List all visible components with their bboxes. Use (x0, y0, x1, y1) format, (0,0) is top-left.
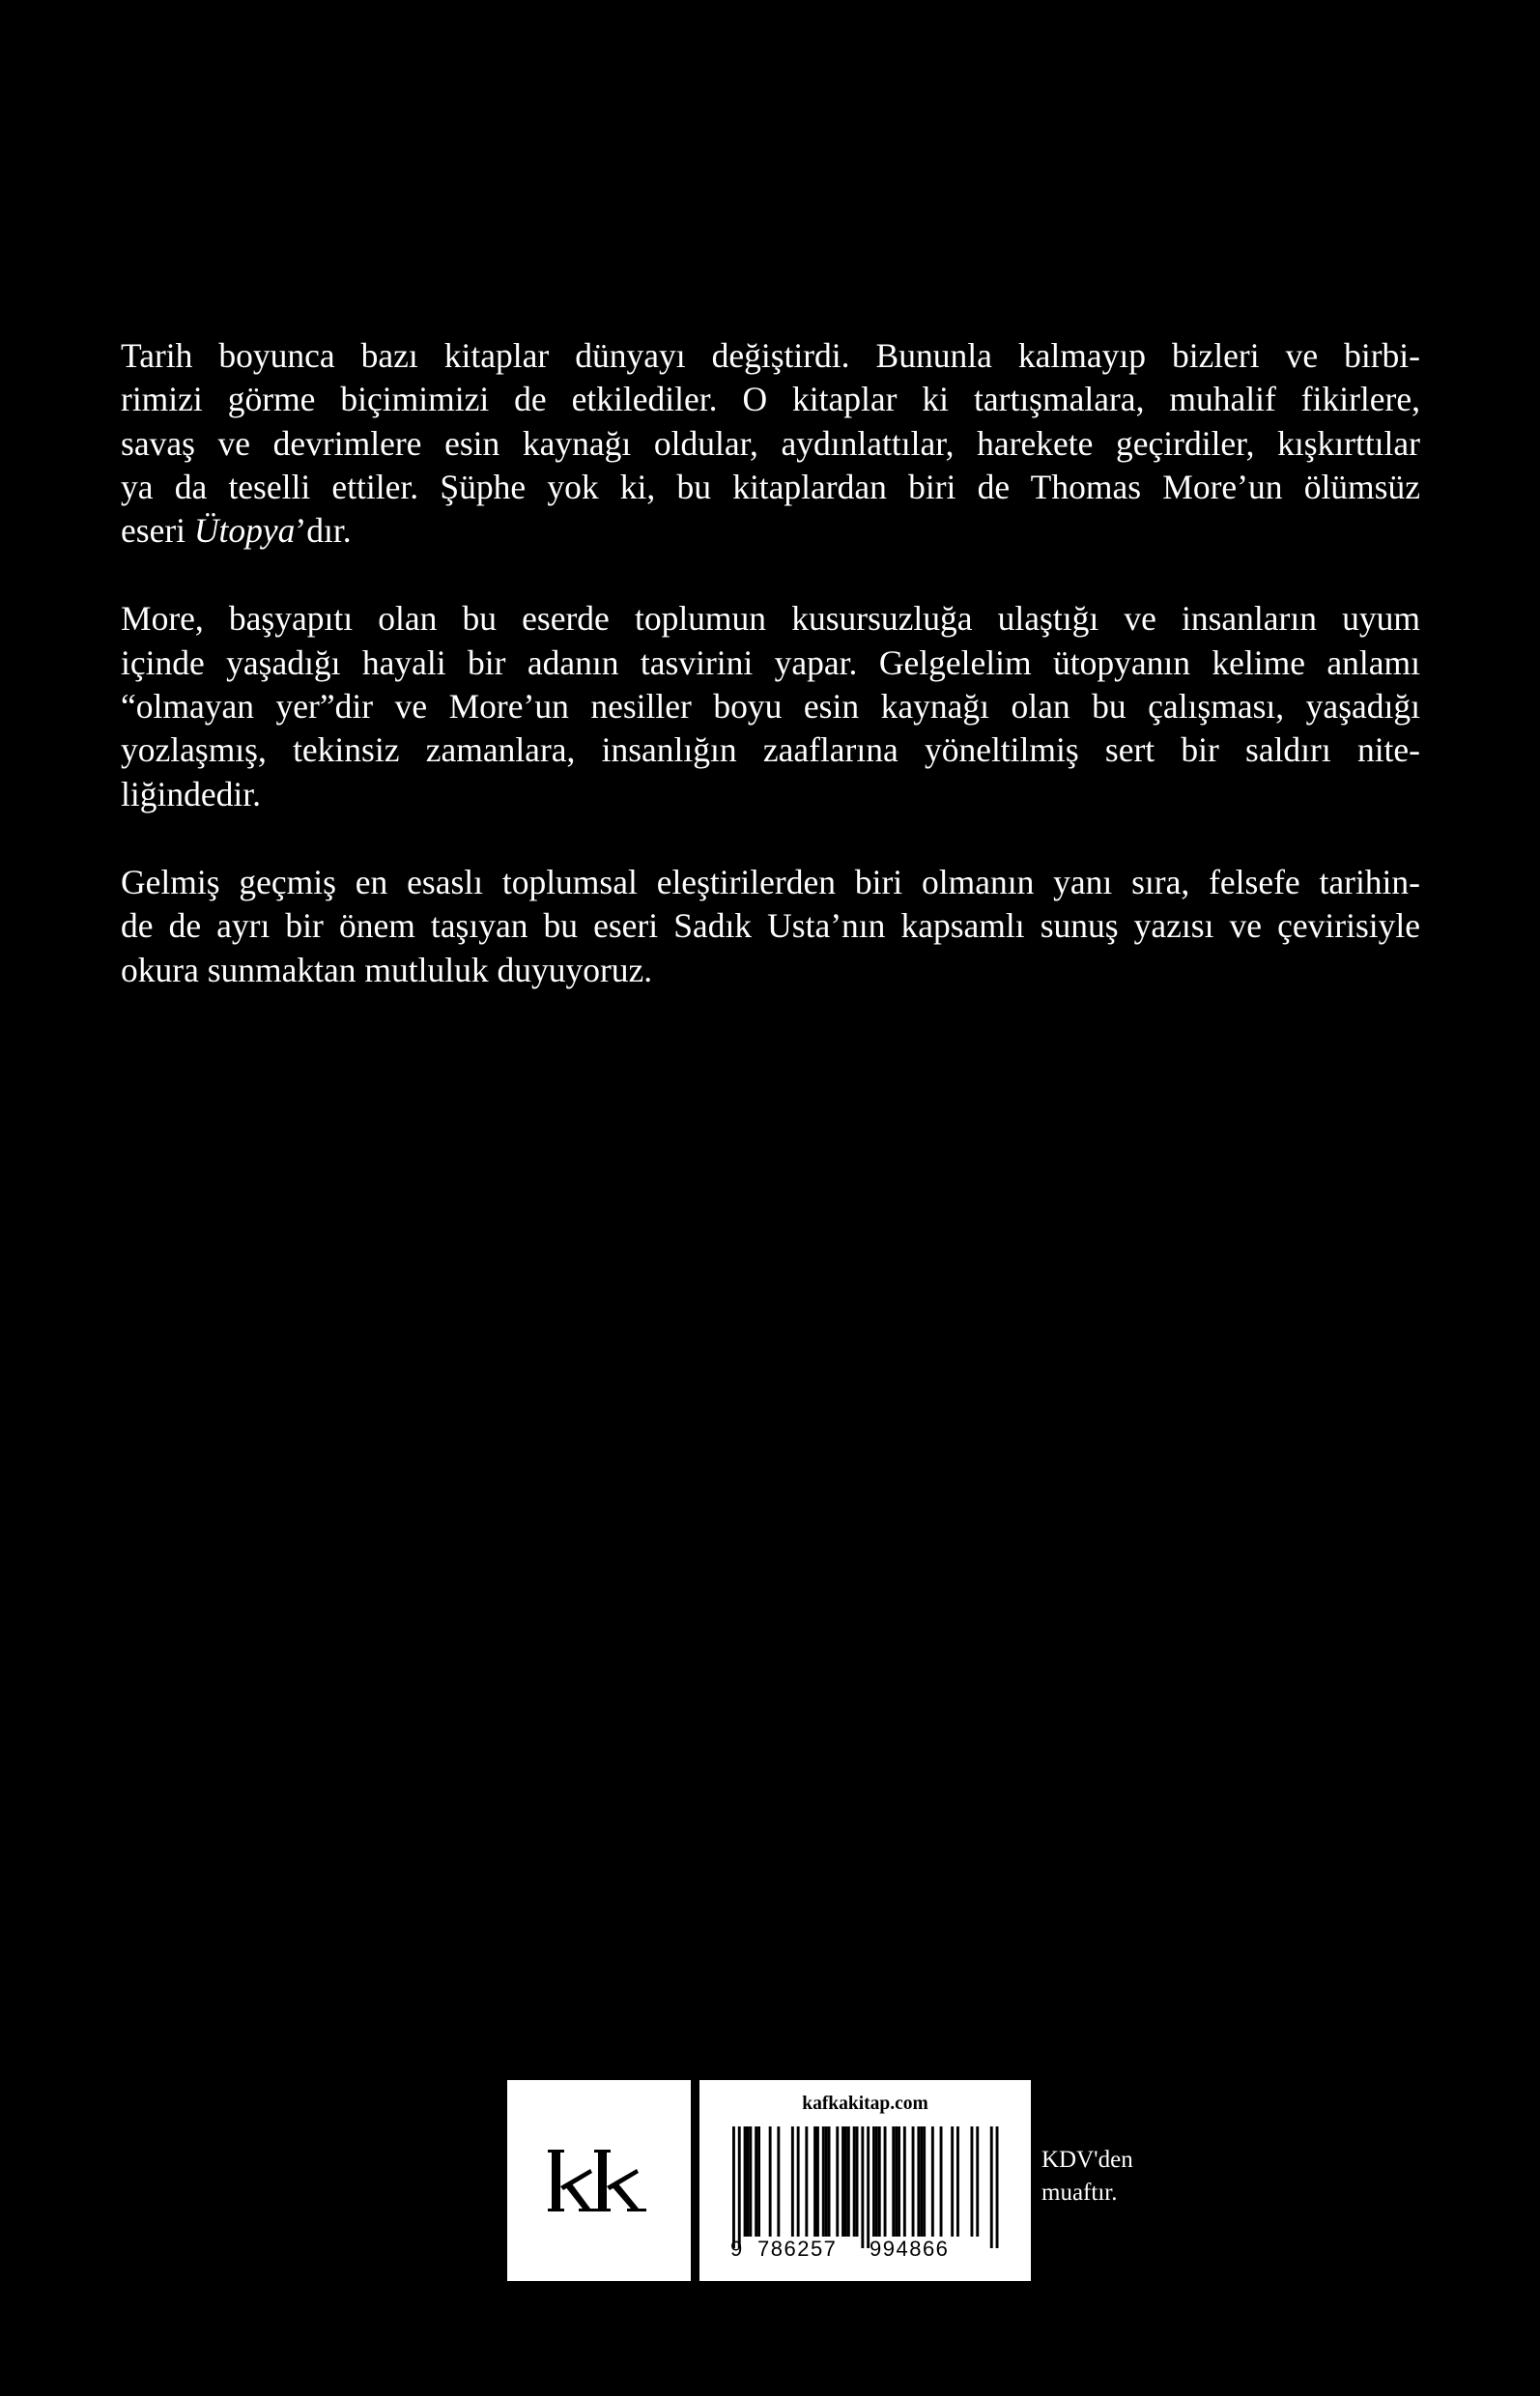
barcode-bar (875, 2126, 878, 2237)
vat-note-line: KDV'den (1041, 2147, 1133, 2173)
barcode-bar (757, 2126, 760, 2237)
barcode-bar (951, 2126, 954, 2237)
blurb-line: ya da teselli ettiler. Şüphe yok ki, bu kitaplardan biri de Thomas More’un ölümsüz (121, 467, 1420, 506)
barcode-bar (797, 2126, 800, 2237)
barcode-bar (813, 2126, 816, 2237)
barcode-bar (912, 2126, 915, 2237)
blurb-line: Gelmiş geçmiş en esaslı toplumsal eleştirilerden biri olmanın yanı sıra, felsefe tarihin- (121, 862, 1420, 901)
barcode-bar (898, 2126, 900, 2237)
blurb-text: ’dır. (295, 511, 352, 551)
blurb-line: savaş ve devrimlere esin kaynağı oldular, aydınlattılar, harekete geçirdiler, kışkırttılar (121, 423, 1420, 463)
barcode-bar (976, 2126, 979, 2237)
isbn-barcode (728, 2126, 1004, 2250)
barcode-bar (822, 2126, 825, 2237)
barcode-bar (747, 2126, 750, 2237)
blurb-line: rimizi görme biçimimizi de etkilediler. O kitaplar ki tartışmalara, muhalif fikirlere, (121, 380, 1420, 419)
blurb-line: içinde yaşadığı hayali bir adanın tasvirini yapar. Gelgelelim ütopyanın kelime anlamı (121, 642, 1420, 682)
barcode-bar (920, 2126, 923, 2237)
blurb-line: More, başyapıtı olan bu eserde toplumun kusursuzluğa ulaştığı ve insanların uyum (121, 599, 1420, 639)
barcode-bar (749, 2126, 752, 2237)
barcode-bar (732, 2126, 735, 2248)
back-cover-blurb (121, 334, 1420, 992)
barcode-bar (940, 2126, 943, 2237)
barcode-bar (791, 2126, 794, 2237)
isbn-digit-group: 994866 (870, 2237, 950, 2261)
barcode-bar (861, 2126, 864, 2248)
blurb-paragraph-3 (121, 861, 1420, 992)
barcode-bar (856, 2126, 859, 2237)
isbn-digit-group: 786257 (757, 2237, 838, 2261)
barcode-bar (971, 2126, 974, 2237)
barcode-bar (923, 2126, 926, 2237)
blurb-text: eseri (121, 511, 194, 551)
publisher-logo-box (507, 2080, 691, 2281)
barcode-bar (828, 2126, 831, 2237)
vat-note-line: muaftır. (1041, 2180, 1118, 2206)
barcode-bar (853, 2126, 856, 2237)
book-title: Ütopya (193, 511, 296, 551)
blurb-line: de de ayrı bir önem taşıyan bu eseri Sadık Usta’nın kapsamlı sunuş yazısı ve çevirisiyle (121, 906, 1420, 946)
blurb-paragraph-2 (121, 597, 1420, 815)
barcode-bar (805, 2126, 808, 2237)
barcode-bar (917, 2126, 920, 2237)
blurb-line: Tarih boyunca bazı kitaplar dünyayı değiştirdi. Bununla kalmayıp bizleri ve birbi- (121, 336, 1420, 375)
barcode-bar (903, 2126, 906, 2237)
blurb-line: yozlaşmış, tekinsiz zamanlara, insanlığın zaaflarına yöneltilmiş sert bir saldırı nite- (121, 730, 1420, 770)
kk-monogram-logo (548, 2148, 650, 2215)
blurb-line (121, 509, 1420, 553)
blurb-line: “olmayan yer”dir ve More’un nesiller boyu esin kaynağı olan bu çalışması, yaşadığı (121, 687, 1420, 727)
barcode-bar (777, 2126, 780, 2237)
barcode-bar (836, 2126, 839, 2237)
barcode-bar (769, 2126, 772, 2237)
barcode-bar (847, 2126, 850, 2237)
barcode-bar (867, 2126, 870, 2248)
barcode-bar (744, 2126, 747, 2237)
barcode-bar (895, 2126, 898, 2237)
isbn-digit-group: 9 (730, 2237, 743, 2261)
publisher-website: kafkakitap.com (802, 2094, 928, 2114)
barcode-bar (844, 2126, 847, 2237)
barcode-bar (872, 2126, 875, 2237)
isbn-number (699, 2237, 1031, 2266)
blurb-line: okura sunmaktan mutluluk duyuyoruz. (121, 950, 653, 989)
vat-exemption-note (1041, 2144, 1177, 2210)
barcode-bar (892, 2126, 895, 2237)
barcode-bar (825, 2126, 828, 2237)
isbn-barcode-box (699, 2080, 1031, 2281)
barcode-bar (755, 2126, 757, 2237)
blurb-line: liğindedir. (121, 774, 261, 813)
barcode-bar (931, 2126, 934, 2237)
barcode-bar (738, 2126, 741, 2248)
blurb-paragraph-1 (121, 334, 1420, 553)
barcode-bar (816, 2126, 819, 2237)
barcode-bar (841, 2126, 844, 2237)
barcode-bar (884, 2126, 887, 2237)
barcode-bar (956, 2126, 959, 2237)
barcode-bar (878, 2126, 881, 2237)
barcode-bar (996, 2126, 999, 2248)
barcode-bar (990, 2126, 993, 2248)
